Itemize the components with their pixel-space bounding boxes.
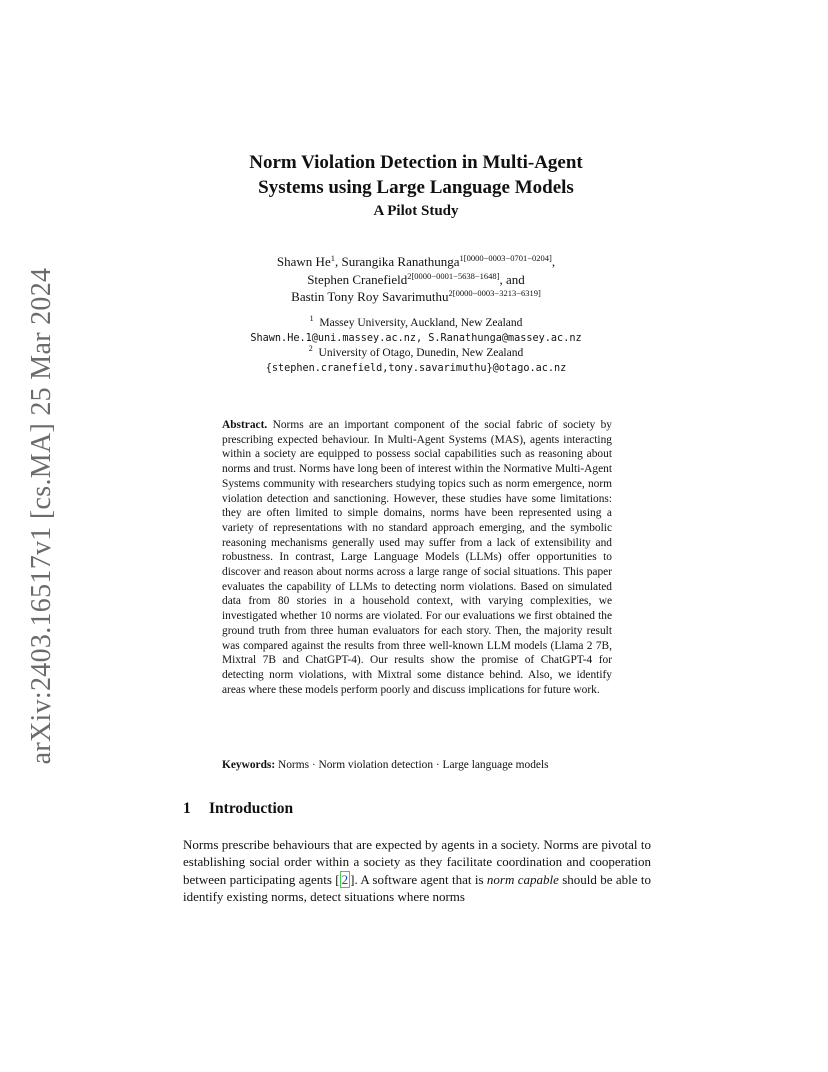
author-line-1: Shawn He$^1$, Surangika Ranathunga$^{1[0000-0003-0701-0204]}$,	[276, 253, 556, 269]
title-line-1: Norm Violation Detection in Multi-Agent	[249, 152, 583, 173]
author-name: Stephen Cranefield	[307, 271, 408, 287]
affiliation-2	[150, 346, 682, 361]
affiliation-1-emails[interactable]: Shawn.He.1@uni.massey.ac.nz, S.Ranathunga@massey.ac.nz	[250, 333, 582, 344]
affiliation-2-name: University of Otago, Dunedin, New Zealand	[318, 347, 524, 359]
abstract	[222, 418, 612, 697]
orcid-superscript[interactable]: 2[0000−0003−3213−6319]	[448, 288, 541, 298]
citation-link[interactable]: 2	[341, 871, 349, 887]
affiliation-1-name: Massey University, Auckland, New Zealand	[319, 317, 523, 329]
keywords-label: Keywords:	[222, 759, 276, 771]
author-superscript: 1	[330, 253, 335, 263]
introduction-paragraph: Norms prescribe behaviours that are expected by agents in a society. Norms are pivotal to establishing social order within a society as they facilitate coordination and cooperation between participating agents [ 2 ]. A software agent that is norm capable should be able to identify existing norms, detect situations where norms	[183, 837, 651, 905]
affiliation-marker: 2	[308, 344, 313, 353]
author-conjunction: , and	[499, 271, 525, 287]
affiliation-1	[150, 316, 682, 331]
paper-title	[150, 150, 682, 200]
keywords	[222, 758, 622, 773]
section-number: 1	[183, 800, 191, 817]
keywords-text: Norms · Norm violation detection · Large language models	[278, 759, 549, 771]
author-name: Surangika Ranathunga	[341, 254, 460, 269]
orcid-superscript[interactable]: 1[0000−0003−0701−0204]	[459, 253, 552, 263]
author-name: Bastin Tony Roy Savarimuthu	[291, 289, 449, 304]
intro-emphasis: norm capable	[486, 871, 559, 887]
section-title: Introduction	[209, 800, 294, 817]
author-line-3	[150, 288, 682, 306]
affiliation-2-emails[interactable]: {stephen.cranefield,tony.savarimuthu}@otago.ac.nz	[265, 363, 567, 374]
paper-subtitle: A Pilot Study	[373, 203, 459, 219]
affiliations	[150, 316, 682, 376]
orcid-superscript[interactable]: 2[0000−0001−5638−1648]	[407, 270, 500, 281]
intro-text-1: Norms prescribe behaviours that are expected by agents in a society. Norms are pivotal to establishing social order within a society as they facilitate coordination and cooperation between participating agents	[183, 837, 651, 887]
intro-text-3: should be able to identify existing norms, detect situations where norms	[183, 871, 651, 905]
author-list	[150, 253, 682, 306]
abstract-label: Abstract.	[222, 419, 268, 431]
arxiv-identifier[interactable]: arXiv:2403.16517v1 [cs.MA] 25 Mar 2024	[26, 267, 57, 765]
affiliation-marker: 1	[309, 314, 314, 323]
title-line-2: Systems using Large Language Models	[258, 177, 574, 198]
author-line-2	[150, 271, 682, 289]
abstract-text: Norms are an important component of the social fabric of society by prescribing expected behaviour. In Multi-Agent Systems (MAS), agents interacting within a society are equipped to possess social capabilities such as reasoning about norms and trust. Norms have long been of interest within the Normative Multi-Agent Systems community with researchers studying topics such as norm emergence, norm violation detection and sanctioning. However, these studies have some limitations: they are often limited to simple domains, norms have been represented using a variety of representations with no standard approach emerging, and the symbolic reasoning mechanisms generally used may suffer from a lack of extensibility and robustness. In contrast, Large Language Models (LLMs) offer opportunities to discover and reason about norms across a large range of social situations. This paper evaluates the capability of LLMs to detecting norm violations. Based on simulated data from 80 stories in a household context, with varying complexities, we investigated whether 10 norms are violated. For our evaluations we first obtained the ground truth from three human evaluators for each story. Then, the majority result was compared against the results from three well-known LLM models (Llama 2 7B, Mixtral 7B and ChatGPT-4). Our results show the promise of ChatGPT-4 for detecting norm violations, with Mixtral some distance behind. Also, we identify areas where these models perform poorly and discuss implications for future work.	[222, 419, 612, 696]
section-heading	[183, 800, 293, 818]
intro-text-2: . A software agent that is	[354, 871, 487, 887]
author-name: Shawn He	[276, 254, 331, 269]
